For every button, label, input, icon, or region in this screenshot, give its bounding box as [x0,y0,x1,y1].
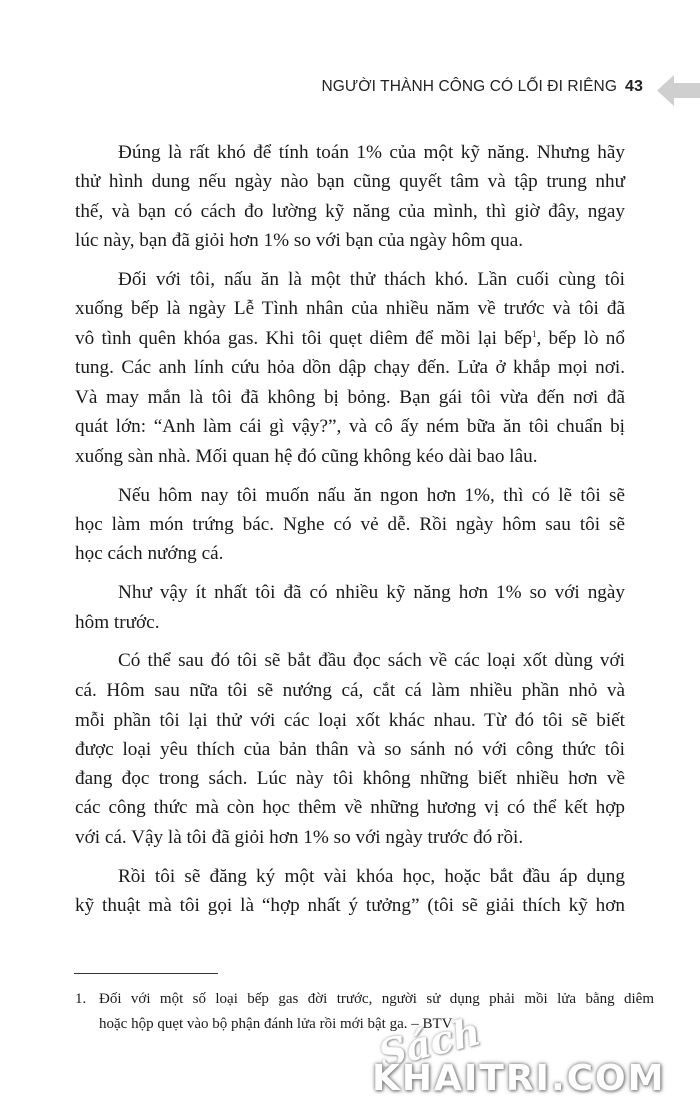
text-line: học cách nướng cá. [75,543,224,564]
text-line-with-footnote [75,327,625,351]
text-line: Và may mắn là tôi đã không bị bỏng. Bạn gái tôi vừa đến nơi đã [75,387,625,408]
text-line: xuống bếp là ngày Lễ Tình nhân của nhiều năm về trước và tôi đã [75,298,625,319]
text-line: Rồi tôi sẽ đăng ký một vài khóa học, hoặc bắt đầu áp dụng [118,866,625,887]
text-line: xuống sàn nhà. Mối quan hệ đó cũng không kéo dài bao lâu. [75,446,538,467]
text-line: học làm món trứng bác. Nghe có vẻ dễ. Rồi ngày hôm sau tôi sẽ [75,514,625,535]
footnote-ref[interactable]: 1 [531,329,537,339]
footnote-line: hoặc hộp quẹt vào bộ phận đánh lửa rồi mới bật ga. – BTV [99,1016,453,1032]
footnote-divider [74,973,218,974]
text-line: được loại yêu thích của bản thân và so sánh nó với công thức tôi [75,739,625,760]
text-line: lúc này, bạn đã giỏi hơn 1% so với bạn của ngày hôm qua. [75,230,524,251]
text-line: mỗi phần tôi lại thử với các loại xốt khác nhau. Từ đó tôi sẽ biết [75,710,625,731]
text-line: các công thức mà còn học thêm về những hương vị có thể kết hợp [75,797,625,818]
text-line: quát lớn: “Anh làm cái gì vậy?”, và cô ấy ném bữa ăn tôi chuẩn bị [75,416,625,437]
text-line: Nếu hôm nay tôi muốn nấu ăn ngon hơn 1%, thì có lẽ tôi sẽ [118,485,625,506]
text-line: tung. Các anh lính cứu hỏa dồn dập chạy đến. Lửa ở khắp mọi nơi. [75,357,625,378]
footnote-line: Đối với một số loại bếp gas đời trước, người sử dụng phải mồi lửa bằng diêm [99,991,654,1007]
page-number: 43 [625,78,643,95]
running-header [321,78,643,96]
left-arrow-icon [657,75,700,106]
text-segment: , bếp lò nổ [536,328,625,349]
text-segment: vô tình quên khóa gas. Khi tôi quẹt diêm để mồi lại bếp [75,328,532,349]
text-line: với cá. Vậy là tôi đã giỏi hơn 1% so với ngày trước đó rồi. [75,827,524,848]
text-line: cá. Hôm sau nữa tôi sẽ nướng cá, cắt cá làm nhiều phần nhỏ và [75,680,625,701]
text-line: kỹ thuật mà tôi gọi là “hợp nhất ý tưởng” (tôi sẽ giải thích kỹ hơn [75,895,625,916]
text-line: hôm trước. [75,612,160,633]
text-line: thử hình dung nếu ngày nào bạn cũng quyết tâm và tập trung như [75,171,625,192]
text-line: Đối với tôi, nấu ăn là một thử thách khó. Lần cuối cùng tôi [118,269,625,290]
text-line: Có thể sau đó tôi sẽ bắt đầu đọc sách về các loại xốt dùng với [118,650,625,671]
watermark-logo: KHAITRI.COM [372,1058,666,1099]
text-line: thế, và bạn có cách đo lường kỹ năng của mình, thì giờ đây, ngay [75,201,625,222]
text-line: đang đọc trong sách. Lúc này tôi không những biết nhiều hơn về [75,768,625,789]
text-line: Như vậy ít nhất tôi đã có nhiều kỹ năng hơn 1% so với ngày [118,582,625,603]
footnote-number: 1. [75,991,87,1007]
watermark-script: Sách [374,1008,485,1077]
text-line: Đúng là rất khó để tính toán 1% của một kỹ năng. Nhưng hãy [118,142,625,163]
running-title: NGƯỜI THÀNH CÔNG CÓ LỐI ĐI RIÊNG [321,78,617,95]
arrow-shape [657,75,700,106]
